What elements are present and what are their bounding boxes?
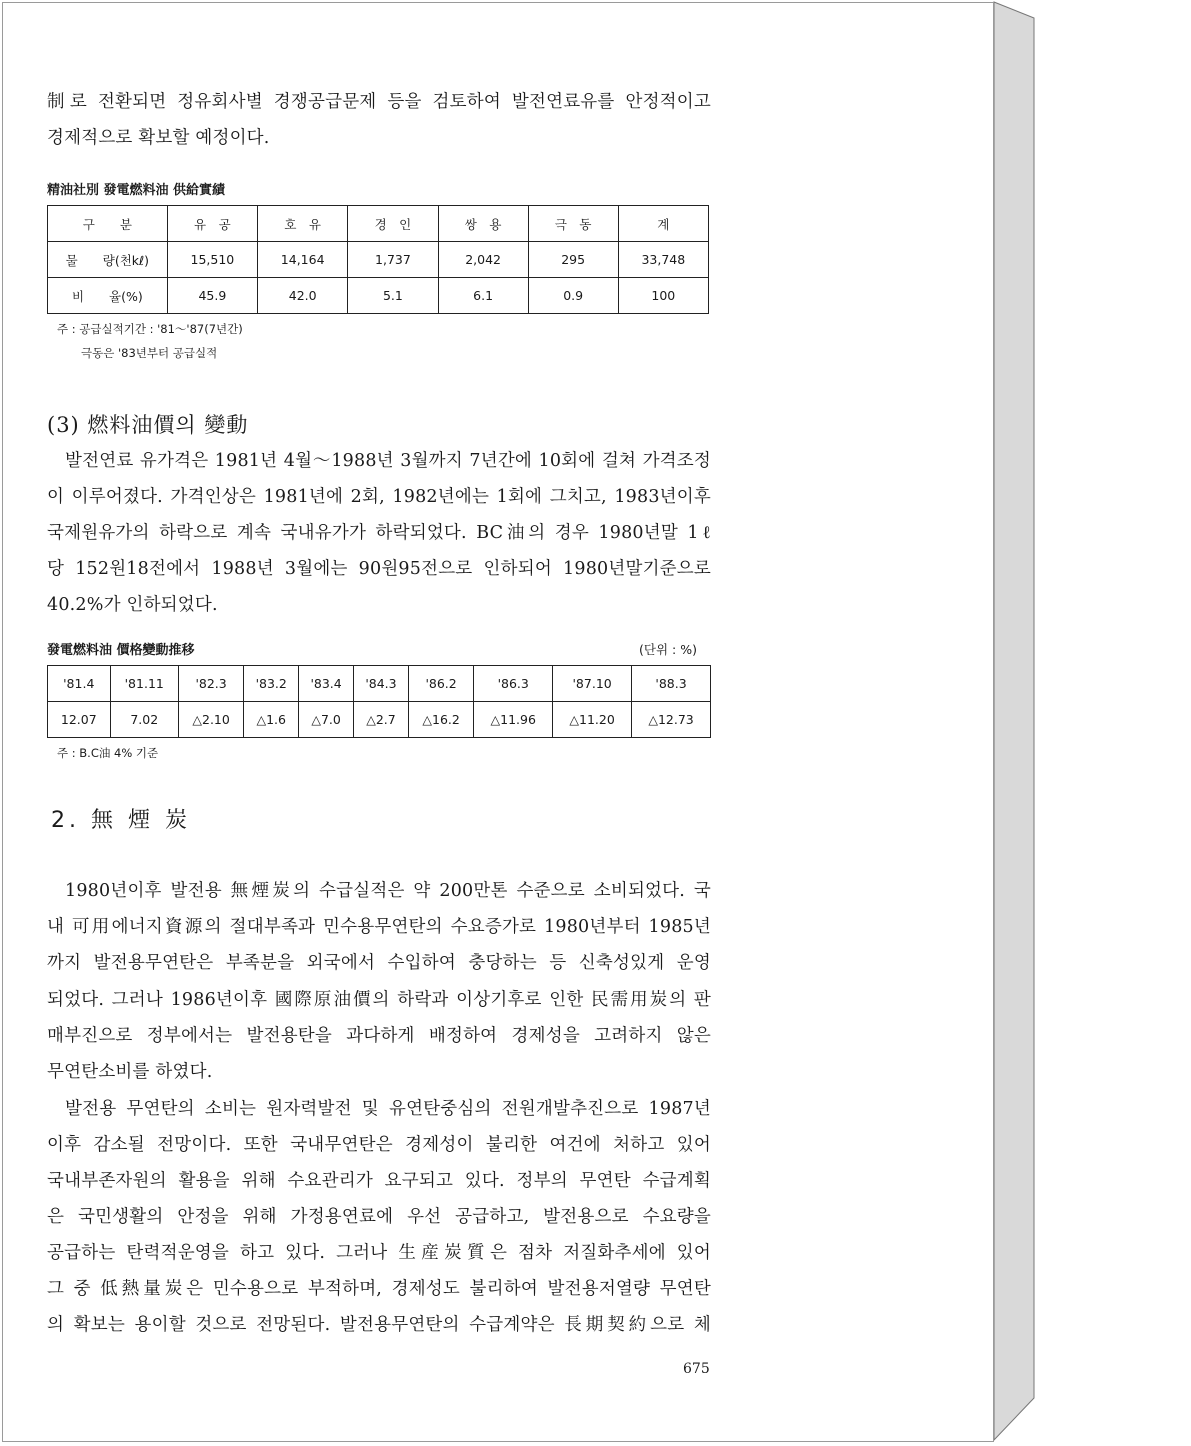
- table-header-cell: '83.4: [299, 666, 354, 702]
- table-header-cell: '88.3: [632, 666, 711, 702]
- table-cell: △2.7: [354, 702, 409, 738]
- anthracite-line: 까지 발전용무연탄은 부족분을 외국에서 수입하여 충당하는 등 신축성있게 운영: [47, 953, 711, 973]
- table-cell: 14,164: [258, 242, 348, 278]
- table2-unit: (단위 : %): [639, 642, 697, 657]
- table-header-cell: '81.4: [48, 666, 111, 702]
- table-cell: △11.96: [474, 702, 553, 738]
- table-cell: 7.02: [110, 702, 178, 738]
- table-header-cell: '84.3: [354, 666, 409, 702]
- fuel-price-line: 국제원유가의 하락으로 계속 국내유가가 하락되었다. BC油의 경우 1980년말 1ℓ: [47, 523, 711, 543]
- table2-caption: 發電燃料油 價格變動推移: [47, 643, 195, 658]
- table-cell: 비 율(%): [48, 278, 168, 314]
- table-row: [48, 242, 709, 278]
- document-page: [2, 2, 994, 1442]
- anthracite-line: 공급하는 탄력적운영을 하고 있다. 그러나 生産炭質은 점차 저질화추세에 있어: [47, 1243, 711, 1263]
- table-cell: △1.6: [244, 702, 299, 738]
- fuel-price-line: 발전연료 유가격은 1981년 4월～1988년 3월까지 7년간에 10회에 걸쳐 가격조정: [65, 451, 711, 471]
- fuel-price-line: 40.2%가 인하되었다.: [47, 595, 218, 615]
- table-cell: 2,042: [438, 242, 528, 278]
- fuel-price-line: 이 이루어졌다. 가격인상은 1981년에 2회, 1982년에는 1회에 그치고, 1983년이후: [47, 487, 711, 507]
- table2-note: 주 : B.C油 4% 기준: [57, 746, 159, 760]
- anthracite-line: 이후 감소될 전망이다. 또한 국내무연탄은 경제성이 불리한 여건에 처하고 있어: [47, 1135, 711, 1155]
- table-header-cell: '87.10: [553, 666, 632, 702]
- section-heading-fuel-price: (3) 燃料油價의 變動: [47, 413, 249, 437]
- table1-note-1: 주 : 공급실적기간 : '81～'87(7년간): [57, 322, 243, 336]
- intro-line-2: 경제적으로 확보할 예정이다.: [47, 128, 270, 148]
- table-cell: 12.07: [48, 702, 111, 738]
- anthracite-line: 무연탄소비를 하였다.: [47, 1062, 213, 1082]
- table-cell: 6.1: [438, 278, 528, 314]
- anthracite-line: 국내부존자원의 활용을 위해 수요관리가 요구되고 있다. 정부의 무연탄 수급계획: [47, 1171, 711, 1191]
- fuel-price-line: 당 152원18전에서 1988년 3월에는 90원95전으로 인하되어 1980년말기준으로: [47, 559, 711, 579]
- table-cell: △12.73: [632, 702, 711, 738]
- table-header-cell: '81.11: [110, 666, 178, 702]
- table-cell: 42.0: [258, 278, 348, 314]
- table-row: [48, 702, 711, 738]
- table-header-cell: 유 공: [167, 206, 257, 242]
- table-cell: 0.9: [528, 278, 618, 314]
- table-cell: △7.0: [299, 702, 354, 738]
- table-header-cell: '83.2: [244, 666, 299, 702]
- table-header-cell: 경 인: [348, 206, 438, 242]
- table-cell: 100: [618, 278, 708, 314]
- anthracite-line: 은 국민생활의 안정을 위해 가정용연료에 우선 공급하고, 발전용으로 수요량을: [47, 1207, 711, 1227]
- anthracite-line: 의 확보는 용이할 것으로 전망된다. 발전용무연탄의 수급계약은 長期契約으로 체: [47, 1315, 711, 1335]
- table1-note-2: 극동은 '83년부터 공급실적: [81, 346, 218, 360]
- section-heading-anthracite: 2. 無 煙 炭: [51, 808, 191, 833]
- anthracite-line: 발전용 무연탄의 소비는 원자력발전 및 유연탄중심의 전원개발추진으로 1987년: [65, 1099, 711, 1119]
- table-cell: 물 량(천kℓ): [48, 242, 168, 278]
- table-cell: 33,748: [618, 242, 708, 278]
- table-header-cell: 극 동: [528, 206, 618, 242]
- table1-caption: 精油社別 發電燃料油 供給實績: [47, 183, 226, 198]
- table-cell: 15,510: [167, 242, 257, 278]
- table-header-cell: 계: [618, 206, 708, 242]
- table-cell: 1,737: [348, 242, 438, 278]
- anthracite-line: 내 可用에너지資源의 절대부족과 민수용무연탄의 수요증가로 1980년부터 1985년: [47, 917, 711, 937]
- table-cell: 45.9: [167, 278, 257, 314]
- anthracite-line: 되었다. 그러나 1986년이후 國際原油價의 하락과 이상기후로 인한 民需用炭의 판: [47, 990, 711, 1010]
- table-header-cell: '86.2: [408, 666, 473, 702]
- table-header-cell: 호 유: [258, 206, 348, 242]
- table-header-row: [48, 206, 709, 242]
- table-cell: △2.10: [178, 702, 243, 738]
- table-header-cell: 쌍 용: [438, 206, 528, 242]
- table-header-cell: '82.3: [178, 666, 243, 702]
- table-header-cell: '86.3: [474, 666, 553, 702]
- table-cell: 5.1: [348, 278, 438, 314]
- anthracite-line: 그 중 低熱量炭은 민수용으로 부적하며, 경제성도 불리하여 발전용저열량 무연탄: [47, 1279, 711, 1299]
- price-change-table: [47, 665, 711, 738]
- anthracite-line: 매부진으로 정부에서는 발전용탄을 과다하게 배정하여 경제성을 고려하지 않은: [47, 1026, 711, 1046]
- table-header-cell: 구 분: [48, 206, 168, 242]
- page-number: 675: [683, 1361, 710, 1377]
- intro-line-1: 制로 전환되면 정유회사별 경쟁공급문제 등을 검토하여 발전연료유를 안정적이고: [47, 92, 711, 112]
- table-header-row: [48, 666, 711, 702]
- table-cell: △11.20: [553, 702, 632, 738]
- table-cell: 295: [528, 242, 618, 278]
- supply-table: [47, 205, 709, 314]
- anthracite-line: 1980년이후 발전용 無煙炭의 수급실적은 약 200만톤 수준으로 소비되었다. 국: [65, 881, 711, 901]
- table-row: [48, 278, 709, 314]
- table-cell: △16.2: [408, 702, 473, 738]
